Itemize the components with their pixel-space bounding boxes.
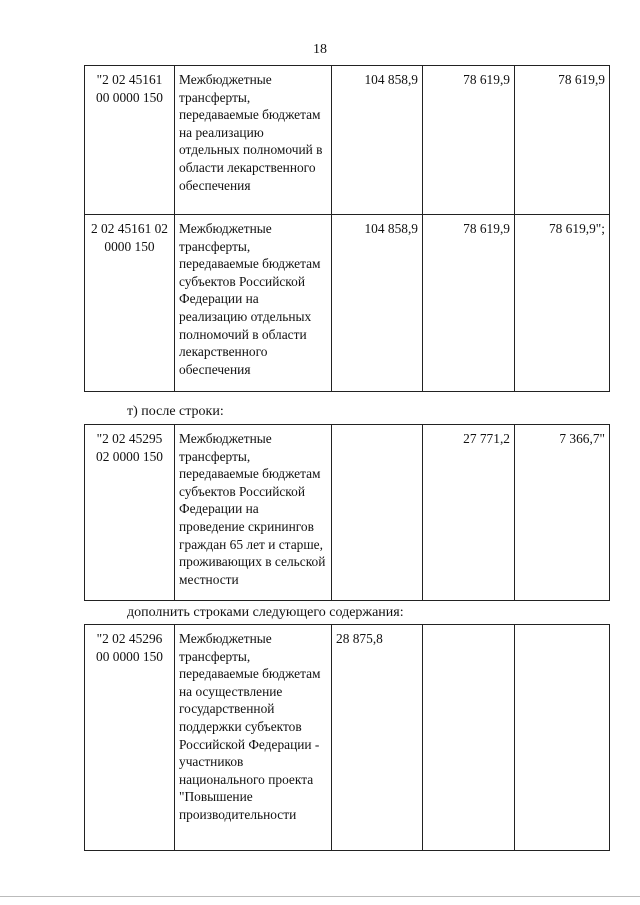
budget-code: "2 02 45161 00 0000 150 (85, 66, 175, 215)
amount-year-3 (515, 625, 610, 851)
page-number: 18 (313, 42, 327, 57)
instruction-text: т) после строки: (127, 404, 224, 419)
amount-year-2: 78 619,9 (423, 215, 515, 392)
amount-year-3: 78 619,9 (515, 66, 610, 215)
amount-year-2: 78 619,9 (423, 66, 515, 215)
amount-year-3: 7 366,7" (515, 425, 610, 601)
amount-year-2: 27 771,2 (423, 425, 515, 601)
page-bottom-edge (0, 896, 640, 897)
amount-year-3: 78 619,9"; (515, 215, 610, 392)
budget-table-1 (84, 65, 610, 392)
budget-code: "2 02 45295 02 0000 150 (85, 425, 175, 601)
table-row (85, 425, 610, 601)
budget-item-name: Межбюджетные трансферты, передаваемые бюджетам субъектов Российской Федерации на реализацию отдельных полномочий в области лекарственного обеспечения (175, 215, 332, 392)
budget-item-name: Межбюджетные трансферты, передаваемые бюджетам на осуществление государственной поддержки субъектов Российской Федерации - участников национального проекта "Повышение производительности (175, 625, 332, 851)
budget-item-name: Межбюджетные трансферты, передаваемые бюджетам субъектов Российской Федерации на проведение скринингов граждан 65 лет и старше, проживающих в сельской местности (175, 425, 332, 601)
instruction-text: дополнить строками следующего содержания: (127, 605, 404, 620)
budget-code: 2 02 45161 02 0000 150 (85, 215, 175, 392)
amount-year-1: 28 875,8 (332, 625, 423, 851)
budget-table-3 (84, 624, 610, 851)
budget-item-name: Межбюджетные трансферты, передаваемые бюджетам на реализацию отдельных полномочий в области лекарственного обеспечения (175, 66, 332, 215)
amount-year-1 (332, 425, 423, 601)
table-row (85, 66, 610, 215)
amount-year-1: 104 858,9 (332, 215, 423, 392)
amount-year-1: 104 858,9 (332, 66, 423, 215)
budget-table-2 (84, 424, 610, 601)
amount-year-2 (423, 625, 515, 851)
budget-code: "2 02 45296 00 0000 150 (85, 625, 175, 851)
table-row (85, 625, 610, 851)
table-row (85, 215, 610, 392)
